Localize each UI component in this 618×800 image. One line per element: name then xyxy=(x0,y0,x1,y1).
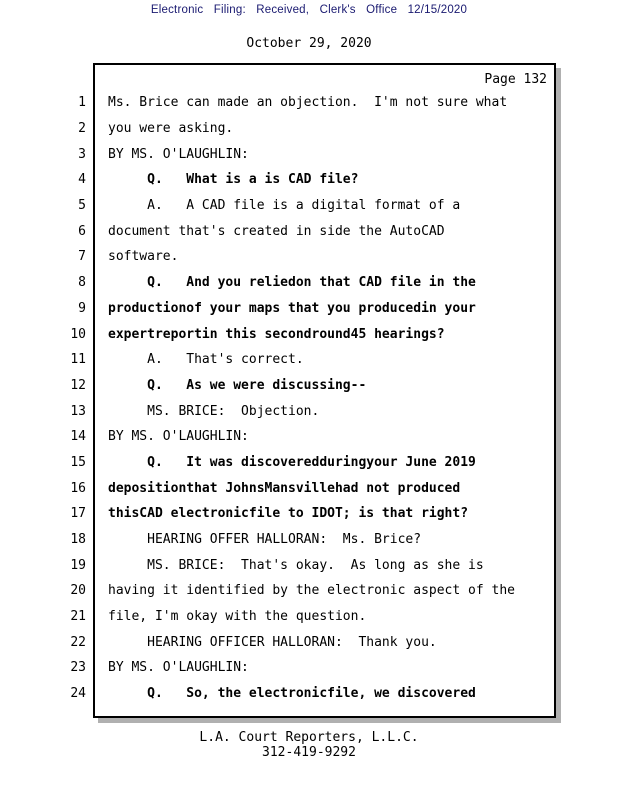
line-number: 9 xyxy=(78,300,86,316)
line-number: 23 xyxy=(70,660,86,676)
line-text: A. A CAD file is a digital format of a xyxy=(108,198,461,214)
line-number: 19 xyxy=(70,557,86,573)
line-number: 18 xyxy=(70,532,86,548)
line-number: 1 xyxy=(78,95,86,111)
line-number: 12 xyxy=(70,377,86,393)
transcript-line xyxy=(0,296,618,322)
line-text: Q. And you reliedon that CAD file in the xyxy=(108,275,476,291)
line-number: 22 xyxy=(70,634,86,650)
line-number: 17 xyxy=(70,506,86,522)
line-text: MS. BRICE: That's okay. As long as she is xyxy=(108,557,484,573)
transcript-line xyxy=(0,655,618,681)
line-text: having it identified by the electronic aspect of the xyxy=(108,583,515,599)
transcript-line xyxy=(0,321,618,347)
line-text: Q. It was discoveredduringyour June 2019 xyxy=(108,454,476,470)
line-number: 20 xyxy=(70,583,86,599)
line-text: BY MS. O'LAUGHLIN: xyxy=(108,146,249,162)
transcript-line xyxy=(0,90,618,116)
line-number: 15 xyxy=(70,454,86,470)
transcript-line xyxy=(0,552,618,578)
line-number: 14 xyxy=(70,429,86,445)
line-text: Q. So, the electronicfile, we discovered xyxy=(108,686,476,702)
hearing-date: October 29, 2020 xyxy=(246,36,372,51)
transcript-line xyxy=(0,193,618,219)
transcript-line xyxy=(0,450,618,476)
line-number: 8 xyxy=(78,275,86,291)
electronic-filing-header: Electronic Filing: Received, Clerk's Office 12/15/2020 xyxy=(150,4,468,16)
transcript-line xyxy=(0,141,618,167)
line-number: 7 xyxy=(78,249,86,265)
line-text: document that's created in side the AutoCAD xyxy=(108,223,445,239)
transcript-line xyxy=(0,218,618,244)
reporter-company: L.A. Court Reporters, L.L.C. xyxy=(199,730,419,745)
reporter-footer xyxy=(0,731,618,760)
transcript-line xyxy=(0,578,618,604)
transcript-line xyxy=(0,629,618,655)
line-number: 16 xyxy=(70,480,86,496)
reporter-phone: 312-419-9292 xyxy=(262,744,356,760)
line-text: BY MS. O'LAUGHLIN: xyxy=(108,429,249,445)
transcript-line xyxy=(0,167,618,193)
line-number: 21 xyxy=(70,609,86,625)
line-text: depositionthat JohnsMansvillehad not produced xyxy=(108,480,461,496)
line-text: expertreportin this secondround45 hearings? xyxy=(108,326,445,342)
line-text: Ms. Brice can made an objection. I'm not sure what xyxy=(108,95,508,111)
line-text: BY MS. O'LAUGHLIN: xyxy=(108,660,249,676)
transcript-line xyxy=(0,527,618,553)
page-number: Page 132 xyxy=(484,72,547,87)
transcript-line xyxy=(0,347,618,373)
line-number: 5 xyxy=(78,198,86,214)
line-number: 10 xyxy=(70,326,86,342)
line-number: 6 xyxy=(78,223,86,239)
line-text: Q. What is a is CAD file? xyxy=(108,172,359,188)
line-text: HEARING OFFICER HALLORAN: Thank you. xyxy=(108,634,437,650)
line-text: MS. BRICE: Objection. xyxy=(108,403,320,419)
transcript-line xyxy=(0,604,618,630)
transcript-line xyxy=(0,475,618,501)
line-number: 24 xyxy=(70,686,86,702)
line-number: 13 xyxy=(70,403,86,419)
transcript-line xyxy=(0,244,618,270)
transcript-line xyxy=(0,373,618,399)
line-number: 4 xyxy=(78,172,86,188)
line-text: HEARING OFFER HALLORAN: Ms. Brice? xyxy=(108,532,422,548)
transcript-line xyxy=(0,116,618,142)
line-number: 11 xyxy=(70,352,86,368)
transcript-lines xyxy=(0,90,618,707)
line-text: file, I'm okay with the question. xyxy=(108,609,367,625)
transcript-line xyxy=(0,398,618,424)
line-text: software. xyxy=(108,249,179,265)
line-text: A. That's correct. xyxy=(108,352,304,368)
line-text: thisCAD electronicfile to IDOT; is that right? xyxy=(108,506,469,522)
line-text: you were asking. xyxy=(108,121,234,137)
line-number: 2 xyxy=(78,121,86,137)
transcript-line xyxy=(0,424,618,450)
transcript-line xyxy=(0,270,618,296)
line-number: 3 xyxy=(78,146,86,162)
transcript-line xyxy=(0,681,618,707)
transcript-line xyxy=(0,501,618,527)
line-text: Q. As we were discussing-- xyxy=(108,377,367,393)
line-text: productionof your maps that you producedin your xyxy=(108,300,476,316)
